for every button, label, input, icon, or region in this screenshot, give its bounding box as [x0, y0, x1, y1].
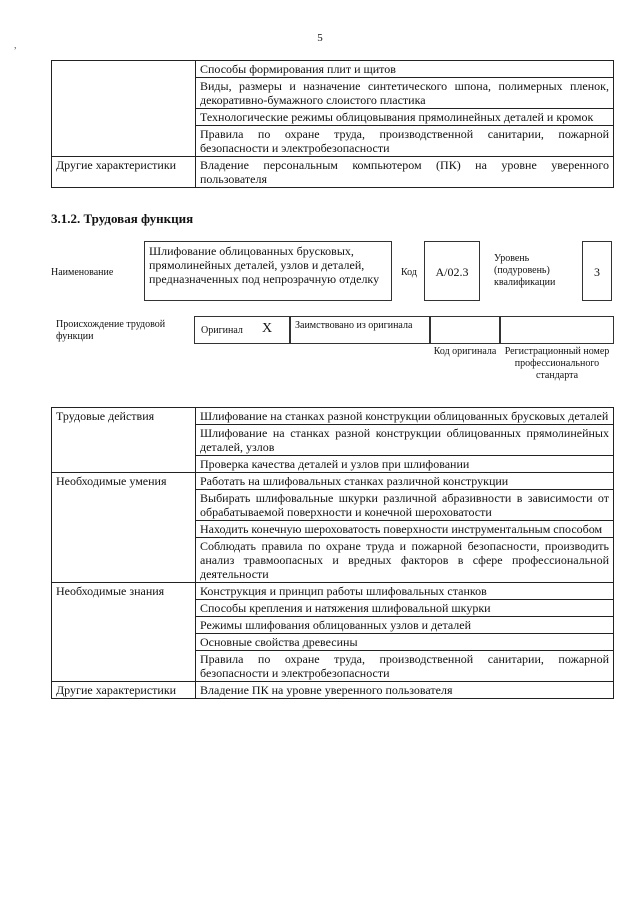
table-row [52, 473, 614, 490]
function-name-box [144, 241, 392, 301]
row-label: Необходимые знания [52, 583, 196, 682]
table-cell: Способы крепления и натяжения шлифовальной шкурки [196, 600, 614, 617]
table-row [52, 583, 614, 600]
row-label: Необходимые умения [52, 473, 196, 583]
original-box [194, 316, 290, 344]
table-cell: Способы формирования плит и щитов [196, 61, 614, 78]
table-row [52, 157, 614, 188]
table-cell: Конструкция и принцип работы шлифовальных станков [196, 583, 614, 600]
table-cell: Проверка качества деталей и узлов при шлифовании [196, 456, 614, 473]
row-label: Другие характеристики [52, 682, 196, 699]
table-cell: Работать на шлифовальных станках различной конструкции [196, 473, 614, 490]
code-label: Код [401, 267, 417, 278]
reg-number-caption: Регистрационный номер профессионального стандарта [504, 346, 610, 381]
table-cell: Соблюдать правила по охране труда и пожарной безопасности, производить анализ травмоопасных и вредных факторов в сфере профессиональной деятельности [196, 538, 614, 583]
continuation-table [51, 60, 614, 188]
section-heading: 3.1.2. Трудовая функция [51, 211, 194, 226]
reg-number-box [500, 316, 614, 344]
origin-code-caption: Код оригинала [433, 346, 497, 357]
code-value-box [424, 241, 480, 301]
table-cell: Правила по охране труда, производственной санитарии, пожарной безопасности и электробезопасности [196, 126, 614, 157]
code-value: А/02.3 [435, 265, 469, 279]
function-name: Шлифование облицованных брусковых, прямолинейных деталей, узлов и деталей, предназначенных под непрозрачную отделку [149, 244, 380, 286]
table-cell: Находить конечную шероховатость поверхности инструментальным способом [196, 521, 614, 538]
table-cell: Владение ПК на уровне уверенного пользователя [196, 682, 614, 699]
original-label: Оригинал [201, 325, 243, 336]
table-cell: Шлифование на станках разной конструкции облицованных брусковых деталей [196, 408, 614, 425]
borrowed-label: Заимствовано из оригинала [295, 320, 413, 331]
table-cell: Виды, размеры и назначение синтетического шпона, полимерных пленок, декоративно-бумажного слоистого пластика [196, 78, 614, 109]
table-row [52, 682, 614, 699]
row-label [52, 61, 196, 157]
scan-mark: , [14, 40, 17, 51]
table-cell: Правила по охране труда, производственной санитарии, пожарной безопасности и электробезопасности [196, 651, 614, 682]
level-label: Уровень (подуровень) квалификации [494, 253, 556, 288]
table-row [52, 61, 614, 78]
table-cell: Шлифование на станках разной конструкции облицованных прямолинейных деталей, узлов [196, 425, 614, 456]
table-cell: Режимы шлифования облицованных узлов и деталей [196, 617, 614, 634]
labor-function-table [51, 407, 614, 699]
table-cell: Владение персональным компьютером (ПК) на уровне уверенного пользователя [196, 157, 614, 188]
borrowed-box [290, 316, 430, 344]
original-mark: X [262, 321, 273, 336]
row-label: Трудовые действия [52, 408, 196, 473]
name-label: Наименование [51, 267, 114, 278]
table-row [52, 408, 614, 425]
origin-label: Происхождение трудовой функции [56, 319, 166, 342]
page-number: 5 [317, 32, 323, 44]
level-value-box [582, 241, 612, 301]
row-label: Другие характеристики [52, 157, 196, 188]
table-cell: Технологические режимы облицовывания прямолинейных деталей и кромок [196, 109, 614, 126]
origin-code-box [430, 316, 500, 344]
table-cell: Выбирать шлифовальные шкурки различной абразивности в зависимости от обрабатываемой поверхности и конечной шероховатости [196, 490, 614, 521]
table-cell: Основные свойства древесины [196, 634, 614, 651]
level-value: 3 [594, 265, 600, 279]
